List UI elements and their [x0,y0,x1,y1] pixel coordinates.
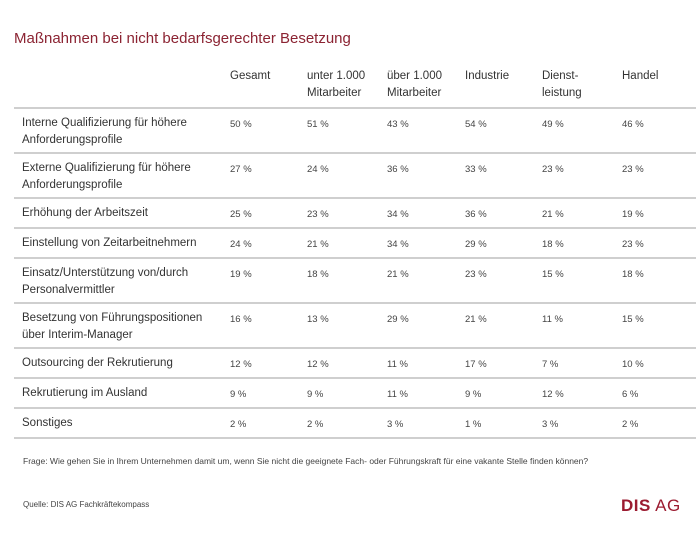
header-unter-1000: unter 1.000 Mitarbeiter [299,63,379,108]
question-note: Frage: Wie gehen Sie in Ihrem Unternehmen damit um, wenn Sie nicht die geeignete Fach- oder Führungskraft für eine vakante Stelle finden können? [23,456,589,466]
header-dienstleistung: Dienst-leistung [534,63,614,108]
cell-value: 51 % [299,108,379,153]
cell-value: 7 % [534,348,614,378]
cell-value: 19 % [222,258,299,303]
cell-value: 18 % [614,258,696,303]
cell-value: 23 % [457,258,534,303]
measures-table [14,63,696,439]
dis-ag-logo [621,496,681,516]
row-label: Einsatz/Unterstützung von/durch Personalvermittler [14,258,222,303]
table-row [14,303,696,348]
cell-value: 21 % [457,303,534,348]
cell-value: 49 % [534,108,614,153]
row-label: Sonstiges [14,408,222,438]
header-industrie: Industrie [457,63,534,108]
cell-value: 12 % [534,378,614,408]
table-header-row [14,63,696,108]
cell-value: 34 % [379,228,457,258]
table-row [14,108,696,153]
cell-value: 24 % [299,153,379,198]
page-title: Maßnahmen bei nicht bedarfsgerechter Besetzung [14,30,351,47]
cell-value: 19 % [614,198,696,228]
row-label: Einstellung von Zeitarbeitnehmern [14,228,222,258]
cell-value: 3 % [379,408,457,438]
cell-value: 9 % [457,378,534,408]
cell-value: 34 % [379,198,457,228]
cell-value: 6 % [614,378,696,408]
cell-value: 43 % [379,108,457,153]
cell-value: 15 % [534,258,614,303]
row-label: Erhöhung der Arbeitszeit [14,198,222,228]
cell-value: 12 % [222,348,299,378]
table-row [14,153,696,198]
cell-value: 9 % [299,378,379,408]
cell-value: 12 % [299,348,379,378]
cell-value: 21 % [299,228,379,258]
cell-value: 23 % [299,198,379,228]
row-label: Rekrutierung im Ausland [14,378,222,408]
row-label: Outsourcing der Rekrutierung [14,348,222,378]
cell-value: 2 % [222,408,299,438]
cell-value: 29 % [457,228,534,258]
cell-value: 11 % [379,378,457,408]
cell-value: 18 % [534,228,614,258]
cell-value: 13 % [299,303,379,348]
table-row [14,258,696,303]
header-handel: Handel [614,63,696,108]
cell-value: 21 % [534,198,614,228]
cell-value: 9 % [222,378,299,408]
cell-value: 17 % [457,348,534,378]
cell-value: 23 % [614,228,696,258]
cell-value: 2 % [614,408,696,438]
table-row [14,348,696,378]
cell-value: 3 % [534,408,614,438]
cell-value: 11 % [534,303,614,348]
logo-text-bold: DIS [621,496,651,515]
cell-value: 1 % [457,408,534,438]
table-row [14,198,696,228]
cell-value: 46 % [614,108,696,153]
cell-value: 54 % [457,108,534,153]
row-label: Besetzung von Führungspositionen über Interim-Manager [14,303,222,348]
cell-value: 23 % [614,153,696,198]
cell-value: 25 % [222,198,299,228]
header-ueber-1000: über 1.000 Mitarbeiter [379,63,457,108]
table-row [14,228,696,258]
cell-value: 36 % [457,198,534,228]
cell-value: 36 % [379,153,457,198]
cell-value: 21 % [379,258,457,303]
cell-value: 16 % [222,303,299,348]
source-note: Quelle: DIS AG Fachkräftekompass [23,500,150,509]
table-row [14,378,696,408]
cell-value: 15 % [614,303,696,348]
cell-value: 50 % [222,108,299,153]
header-gesamt: Gesamt [222,63,299,108]
cell-value: 10 % [614,348,696,378]
cell-value: 23 % [534,153,614,198]
cell-value: 27 % [222,153,299,198]
row-label: Externe Qualifizierung für höhere Anforderungsprofile [14,153,222,198]
row-label: Interne Qualifizierung für höhere Anforderungsprofile [14,108,222,153]
cell-value: 24 % [222,228,299,258]
cell-value: 2 % [299,408,379,438]
cell-value: 33 % [457,153,534,198]
cell-value: 18 % [299,258,379,303]
cell-value: 29 % [379,303,457,348]
table-row [14,408,696,438]
logo-text-regular: AG [655,496,681,515]
cell-value: 11 % [379,348,457,378]
header-empty [14,63,222,108]
